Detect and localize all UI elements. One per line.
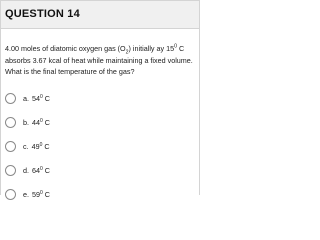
option-c-letter: c. bbox=[23, 141, 29, 151]
question-text bbox=[5, 43, 198, 78]
option-e-number: 59 bbox=[32, 189, 40, 199]
radio-button-e[interactable] bbox=[5, 189, 16, 200]
question-body bbox=[0, 29, 200, 199]
question-line-2: absorbs 3.67 kcal of heat while maintaining a fixed volume. bbox=[5, 55, 193, 65]
option-a-unit: C bbox=[42, 93, 50, 103]
option-d[interactable] bbox=[5, 163, 50, 177]
radio-button-a[interactable] bbox=[5, 93, 16, 104]
option-a-number: 54 bbox=[32, 93, 40, 103]
option-d-number: 64 bbox=[32, 165, 40, 175]
option-c-number: 49 bbox=[31, 141, 40, 151]
question-line-1-part-a: 4.00 moles of diatomic oxygen gas (O bbox=[5, 44, 126, 53]
option-d-letter: d. bbox=[23, 165, 29, 175]
question-line-1 bbox=[5, 43, 198, 55]
option-a-letter: a. bbox=[23, 93, 29, 103]
degree-superscript: 0 bbox=[174, 43, 177, 50]
option-e-degree: 0 bbox=[40, 189, 43, 196]
option-c-value bbox=[32, 142, 50, 151]
option-a-value bbox=[32, 94, 50, 103]
radio-button-d[interactable] bbox=[5, 165, 16, 176]
option-a-degree: 0 bbox=[40, 93, 43, 100]
question-line-1-unit: C bbox=[176, 44, 185, 53]
question-line-3: What is the final temperature of the gas? bbox=[5, 67, 135, 76]
radio-button-b[interactable] bbox=[5, 117, 16, 128]
option-e-value bbox=[32, 190, 50, 199]
option-b-degree: 0 bbox=[40, 117, 43, 124]
option-d-value bbox=[32, 166, 50, 175]
option-b-value bbox=[32, 118, 50, 127]
option-b-number: 44 bbox=[32, 117, 40, 127]
question-line-1-part-b: ) initially ay 15 bbox=[128, 44, 175, 53]
option-e[interactable] bbox=[5, 187, 50, 201]
option-c-unit: C bbox=[42, 141, 50, 151]
option-a[interactable] bbox=[5, 91, 50, 105]
option-b-unit: C bbox=[42, 117, 50, 127]
option-e-unit: C bbox=[42, 189, 50, 199]
option-d-degree: 0 bbox=[40, 165, 43, 172]
question-title: QUESTION 14 bbox=[5, 8, 80, 20]
option-b[interactable] bbox=[5, 115, 50, 129]
question-header bbox=[0, 0, 200, 29]
option-e-letter: e. bbox=[23, 189, 29, 199]
option-c-degree: 0 bbox=[39, 141, 43, 148]
option-c[interactable] bbox=[5, 139, 50, 153]
radio-button-c[interactable] bbox=[5, 141, 16, 152]
option-b-letter: b. bbox=[23, 117, 29, 127]
oxygen-subscript: 2 bbox=[125, 49, 129, 56]
option-d-unit: C bbox=[42, 165, 50, 175]
